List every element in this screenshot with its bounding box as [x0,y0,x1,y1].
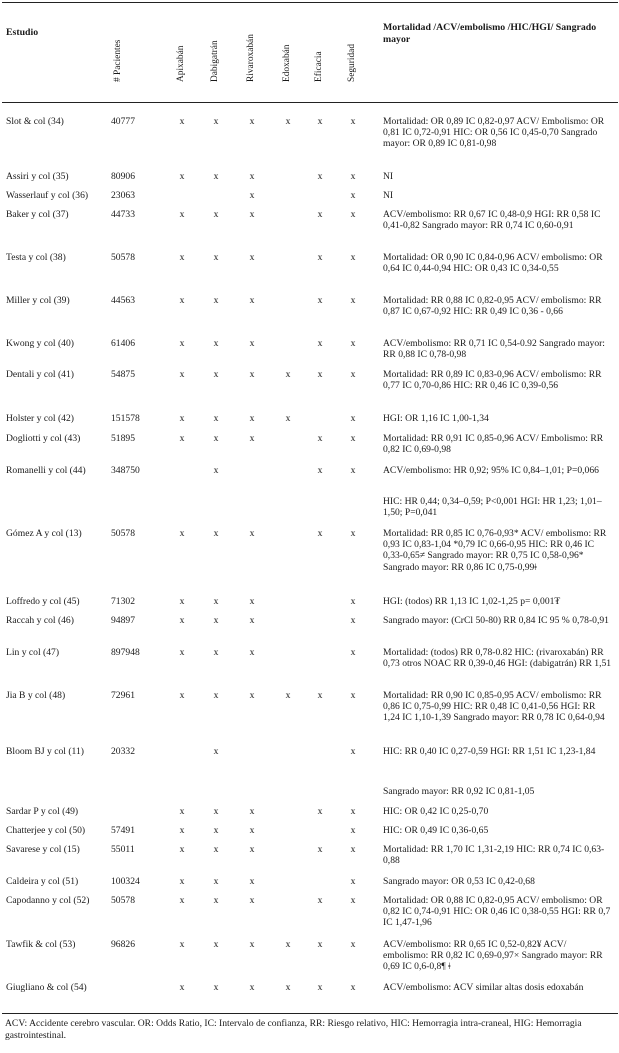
header-resultado: Mortalidad /ACV/embolismo /HIC/HGI/ Sangrado mayor [383,22,597,45]
result-text: Sangrado mayor: OR 0,53 IC 0,42-0,68 [383,876,535,887]
mark-dab: x [213,209,219,220]
study-name: Caldeira y col (51) [6,876,79,887]
study-name: Kwong y col (40) [6,338,74,349]
mark-api: x [179,171,185,182]
patient-count: 96826 [111,939,135,950]
mark-dab: x [213,982,219,993]
mark-api: x [179,825,185,836]
result-text: Mortalidad: OR 0,90 IC 0,84-0,96 ACV/ embolismo: OR 0,64 IC 0,44-0,94 HIC: OR 0,43 IC 0,34-0,55 [383,252,603,275]
mark-riv: x [249,369,255,380]
mark-riv: x [249,825,255,836]
mark-riv: x [249,615,255,626]
mark-api: x [179,116,185,127]
mark-dab: x [213,295,219,306]
mark-api: x [179,615,185,626]
mark-efi: x [317,806,323,817]
mark-seg: x [350,171,356,182]
study-name: Baker y col (37) [6,209,69,220]
study-name: Chatterjee y col (50) [6,825,86,836]
mark-seg: x [350,295,356,306]
patient-count: 94897 [111,615,135,626]
mark-seg: x [350,465,356,476]
mark-api: x [179,647,185,658]
study-name: Capodanno y col (52) [6,895,90,906]
mark-dab: x [213,116,219,127]
study-name: Savarese y col (15) [6,844,80,855]
table-top-rule [2,2,618,3]
mark-riv: x [249,209,255,220]
mark-api: x [179,806,185,817]
patient-count: 54875 [111,369,135,380]
mark-seg: x [350,596,356,607]
mark-dab: x [213,690,219,701]
patient-count: 23063 [111,190,135,201]
mark-riv: x [249,982,255,993]
study-name: Sardar P y col (49) [6,806,79,817]
mark-api: x [179,209,185,220]
mark-riv: x [249,895,255,906]
mark-riv: x [249,876,255,887]
mark-seg: x [350,690,356,701]
mark-api: x [179,413,185,424]
mark-efi: x [317,433,323,444]
study-name: Miller y col (39) [6,295,70,306]
mark-api: x [179,844,185,855]
result-text: Mortalidad: (todos) RR 0,78-0.82 HIC: (rivaroxabán) RR 0,73 otros NOAC RR 0,39-0,46 HGI: (dabigatrán) RR 1,51 [383,647,612,670]
result-text: Mortalidad: RR 0,88 IC 0,82-0,95 ACV/ embolismo: RR 0,87 IC 0,67-0,92 HIC: RR 0,49 IC 0,36 - 0,66 [383,295,602,318]
mark-seg: x [350,939,356,950]
mark-dab: x [213,433,219,444]
mark-efi: x [317,171,323,182]
mark-edo: x [285,413,291,424]
mark-api: x [179,596,185,607]
mark-efi: x [317,209,323,220]
study-name: Bloom BJ y col (11) [6,746,84,757]
table-footnote: ACV: Accidente cerebro vascular. OR: Odds Ratio, IC: Intervalo de confianza, RR: Riesgo relativo, HIC: Hemorragia intra-craneal, HIG: Hemorragia gastrointestinal. [5,1018,582,1041]
mark-dab: x [213,171,219,182]
result-text: Mortalidad: RR 0,90 IC 0,85-0,95 ACV/ embolismo: RR 0,86 IC 0,75-0,99 HIC: RR 0,48 IC 0,41-0,56 HGI: RR 1,24 IC 1,10-1,39 Sangrado mayor: RR 0,78 IC 0,64-0,94 [383,690,605,724]
mark-efi: x [317,252,323,263]
result-text: NI [383,171,394,182]
mark-api: x [179,690,185,701]
mark-api: x [179,252,185,263]
study-name: Tawfik & col (53) [6,939,76,950]
study-name: Assiri y col (35) [6,171,69,182]
study-name: Raccah y col (46) [6,615,74,626]
result-text: Mortalidad: OR 0,88 IC 0,82-0,95 ACV/ embolismo: OR 0,82 IC 0,74-0,91 HIC: OR 0,46 IC 0,38-0,55 HGI: RR 0,7 IC 1,47-1,96 [383,895,611,929]
result-text: Mortalidad: RR 0,85 IC 0,76-0,93* ACV/ embolismo: RR 0,93 IC 0,83-1,04 *0,79 IC 0,66-0,95 HIC: RR 0,46 IC 0,33-0,65≠ Sangrado mayor: RR 0,75 IC 0,58-0,96* Sangrado mayor: RR 0,86 IC 0,75-0,99ǂ [383,528,607,573]
mark-seg: x [350,825,356,836]
result-text: ACV/embolismo: RR 0,71 IC 0,54-0.92 Sangrado mayor: RR 0,88 IC 0,78-0,98 [383,338,605,361]
patient-count: 20332 [111,746,135,757]
mark-dab: x [213,413,219,424]
mark-seg: x [350,844,356,855]
study-name: Romanelli y col (44) [6,465,86,476]
patient-count: 51895 [111,433,135,444]
mark-dab: x [213,746,219,757]
mark-seg: x [350,413,356,424]
patient-count: 151578 [111,413,140,424]
patient-count: 44563 [111,295,135,306]
result-text: ACV/embolismo: HR 0,92; 95% IC 0,84–1,01; P=0,066 [383,465,599,476]
mark-seg: x [350,895,356,906]
header-rivaroxaban: Rivaroxabán [246,34,256,82]
mark-dab: x [213,369,219,380]
patient-count: 71302 [111,596,135,607]
mark-seg: x [350,369,356,380]
mark-riv: x [249,338,255,349]
mark-seg: x [350,615,356,626]
mark-dab: x [213,338,219,349]
mark-api: x [179,369,185,380]
result-text: Mortalidad: RR 0,89 IC 0,83-0,96 ACV/ embolismo: RR 0,77 IC 0,70-0,86 HIC: RR 0,46 IC 0,39-0,56 [383,369,602,392]
result-text: HIC: HR 0,44; 0,34–0,59; P<0,001 HGI: HR 1,23; 1,01–1,50; P=0,041 [383,496,602,519]
patient-count: 348750 [111,465,140,476]
mark-riv: x [249,413,255,424]
mark-api: x [179,876,185,887]
mark-seg: x [350,116,356,127]
mark-edo: x [285,939,291,950]
mark-seg: x [350,647,356,658]
mark-dab: x [213,615,219,626]
mark-edo: x [285,369,291,380]
mark-seg: x [350,338,356,349]
header-seguridad: Seguridad [347,43,357,82]
mark-seg: x [350,806,356,817]
table-bottom-rule [2,1013,618,1014]
patient-count: 55011 [111,844,135,855]
mark-riv: x [249,190,255,201]
study-name: Dentali y col (41) [6,369,74,380]
header-estudio: Estudio [6,27,39,38]
mark-seg: x [350,528,356,539]
mark-api: x [179,433,185,444]
mark-riv: x [249,939,255,950]
study-name: Slot & col (34) [6,116,64,127]
result-text: Sangrado mayor: RR 0,92 IC 0,81-1,05 [383,786,535,797]
mark-seg: x [350,252,356,263]
result-text: HIC: OR 0,42 IC 0,25-0,70 [383,806,489,817]
study-name: Lin y col (47) [6,647,60,658]
mark-riv: x [249,690,255,701]
result-text: ACV/embolismo: RR 0,65 IC 0,52-0,82¥ ACV/ embolismo: RR 0,82 IC 0,69-0,97× Sangrado mayor: RR 0,69 IC 0,6-0,8¶ ǂ [383,939,603,973]
mark-efi: x [317,338,323,349]
mark-riv: x [249,596,255,607]
mark-edo: x [285,116,291,127]
result-text: Mortalidad: OR 0,89 IC 0,82-0,97 ACV/ Embolismo: OR 0,81 IC 0,72-0,91 HIC: OR 0,56 IC 0,45-0,70 Sangrado mayor: OR 0,89 IC 0,81-0,98 [383,116,605,150]
patient-count: 40777 [111,116,135,127]
mark-riv: x [249,252,255,263]
patient-count: 50578 [111,528,135,539]
mark-dab: x [213,844,219,855]
header-pacientes: # Pacientes [113,39,123,82]
mark-dab: x [213,825,219,836]
mark-dab: x [213,939,219,950]
mark-dab: x [213,647,219,658]
mark-seg: x [350,433,356,444]
study-name: Testa y col (38) [6,252,66,263]
mark-dab: x [213,895,219,906]
mark-api: x [179,939,185,950]
mark-api: x [179,895,185,906]
result-text: Sangrado mayor: (CrCl 50-80) RR 0,84 IC 95 % 0,78-0,91 [383,615,609,626]
mark-riv: x [249,844,255,855]
mark-seg: x [350,190,356,201]
result-text: Mortalidad: RR 1,70 IC 1,31-2,19 HIC: RR 0,74 IC 0,63-0,88 [383,844,605,867]
mark-riv: x [249,806,255,817]
mark-riv: x [249,433,255,444]
study-name: Wasserlauf y col (36) [6,190,89,201]
table-header-rule [2,102,618,103]
mark-efi: x [317,844,323,855]
mark-dab: x [213,806,219,817]
mark-riv: x [249,171,255,182]
result-text: ACV/embolismo: RR 0,67 IC 0,48-0,9 HGI: RR 0,58 IC 0,41-0,82 Sangrado mayor: RR 0,74 IC 0,60-0,91 [383,209,601,232]
patient-count: 50578 [111,895,135,906]
mark-efi: x [317,295,323,306]
mark-efi: x [317,982,323,993]
mark-seg: x [350,876,356,887]
mark-edo: x [285,690,291,701]
mark-riv: x [249,647,255,658]
header-eficacia: Eficacia [314,51,324,82]
patient-count: 50578 [111,252,135,263]
mark-edo: x [285,982,291,993]
mark-seg: x [350,209,356,220]
patient-count: 61406 [111,338,135,349]
mark-dab: x [213,596,219,607]
patient-count: 100324 [111,876,140,887]
mark-seg: x [350,982,356,993]
patient-count: 44733 [111,209,135,220]
mark-efi: x [317,369,323,380]
study-name: Jia B y col (48) [6,690,66,701]
header-dabigatran: Dabigatrán [210,40,220,82]
header-apixaban: Apixabán [176,45,186,82]
patient-count: 897948 [111,647,140,658]
mark-riv: x [249,295,255,306]
mark-dab: x [213,528,219,539]
header-edoxaban: Edoxabán [282,44,292,82]
study-name: Dogliotti y col (43) [6,433,81,444]
mark-efi: x [317,116,323,127]
result-text: HGI: OR 1,16 IC 1,00-1,34 [383,413,489,424]
result-text: Mortalidad: RR 0,91 IC 0,85-0,96 ACV/ Embolismo: RR 0,82 IC 0,69-0,98 [383,433,604,456]
result-text: HIC: RR 0,40 IC 0,27-0,59 HGI: RR 1,51 IC 1,23-1,84 [383,746,596,757]
patient-count: 80906 [111,171,135,182]
result-text: NI [383,190,394,201]
patient-count: 57491 [111,825,135,836]
mark-api: x [179,295,185,306]
mark-efi: x [317,465,323,476]
mark-api: x [179,982,185,993]
result-text: HIC: OR 0,49 IC 0,36-0,65 [383,825,489,836]
mark-api: x [179,528,185,539]
mark-dab: x [213,465,219,476]
mark-dab: x [213,252,219,263]
mark-dab: x [213,876,219,887]
study-name: Gómez A y col (13) [6,528,82,539]
patient-count: 72961 [111,690,135,701]
mark-seg: x [350,746,356,757]
study-name: Loffredo y col (45) [6,596,80,607]
study-name: Holster y col (42) [6,413,74,424]
mark-api: x [179,338,185,349]
mark-efi: x [317,690,323,701]
mark-efi: x [317,895,323,906]
mark-riv: x [249,528,255,539]
study-name: Giugliano & col (54) [6,982,87,993]
mark-efi: x [317,939,323,950]
mark-riv: x [249,116,255,127]
mark-efi: x [317,528,323,539]
result-text: HGI: (todos) RR 1,13 IC 1,02-1,25 p= 0,001₮ [383,596,561,607]
result-text: ACV/embolismo: ACV similar altas dosis edoxabán [383,982,584,993]
